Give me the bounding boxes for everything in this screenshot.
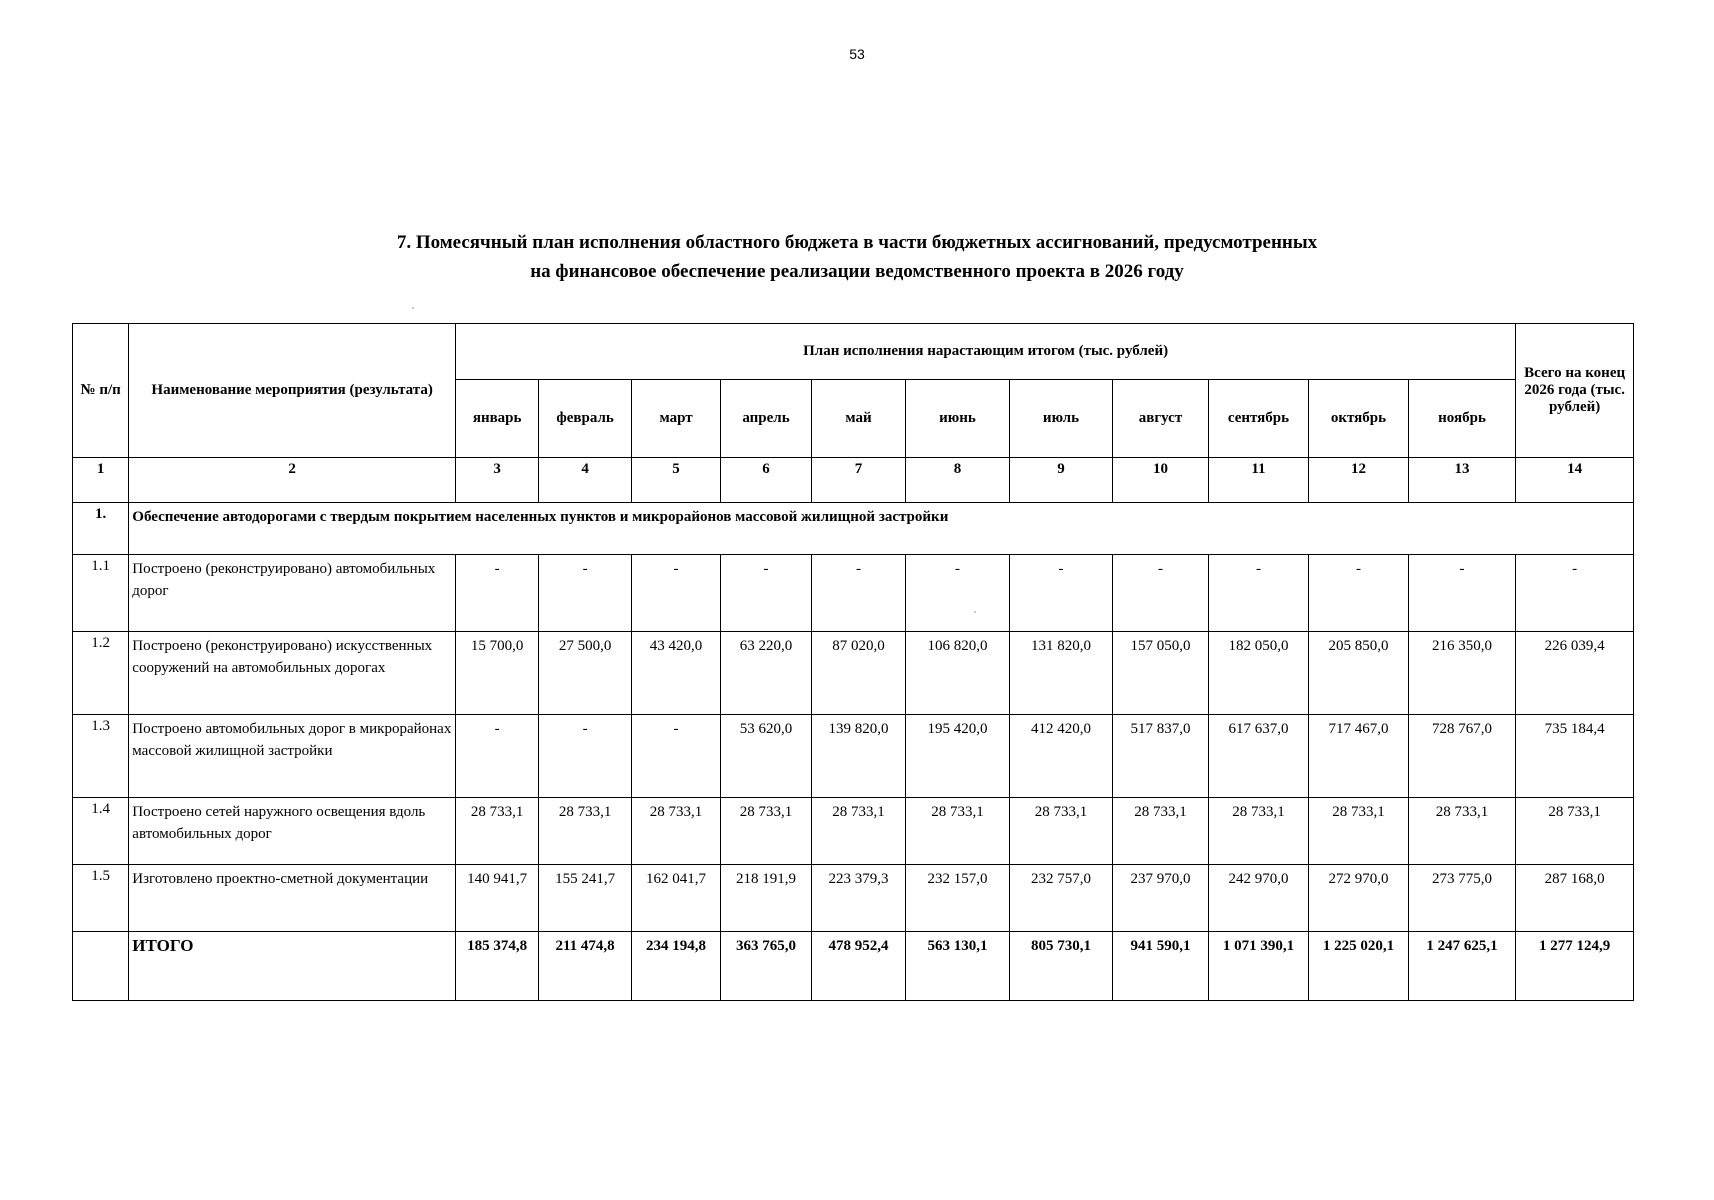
row-value: 28 733,1 [631,798,720,865]
row-value: 287 168,0 [1516,865,1634,932]
table-row [73,555,1634,632]
total-value: 941 590,1 [1113,932,1208,1001]
page-title [0,228,1714,286]
header-month: сентябрь [1208,380,1309,458]
column-number: 6 [721,458,811,503]
row-value: 157 050,0 [1113,632,1208,715]
row-value: 216 350,0 [1408,632,1516,715]
total-row [73,932,1634,1001]
row-value: 63 220,0 [721,632,811,715]
total-value: 478 952,4 [811,932,905,1001]
row-value: 237 970,0 [1113,865,1208,932]
row-number: 1.4 [73,798,129,865]
column-number: 7 [811,458,905,503]
row-value: 131 820,0 [1009,632,1113,715]
table-row [73,632,1634,715]
column-number: 11 [1208,458,1309,503]
row-value: - [1113,555,1208,632]
header-month: апрель [721,380,811,458]
row-value: 28 733,1 [811,798,905,865]
row-value: 223 379,3 [811,865,905,932]
total-label: ИТОГО [129,932,456,1001]
row-value: 15 700,0 [455,632,538,715]
row-value: 412 420,0 [1009,715,1113,798]
row-value: 43 420,0 [631,632,720,715]
section-name: Обеспечение автодорогами с твердым покрытием населенных пунктов и микрорайонов массовой жилищной застройки [129,503,1634,555]
row-value: 617 637,0 [1208,715,1309,798]
row-value: - [811,555,905,632]
table-row [73,798,1634,865]
row-value: 232 757,0 [1009,865,1113,932]
total-value: 234 194,8 [631,932,720,1001]
row-value: 53 620,0 [721,715,811,798]
row-value: 728 767,0 [1408,715,1516,798]
column-number: 3 [455,458,538,503]
row-value: 139 820,0 [811,715,905,798]
row-value: - [539,555,631,632]
row-value: 272 970,0 [1309,865,1409,932]
column-number-row [73,458,1634,503]
total-value: 805 730,1 [1009,932,1113,1001]
row-value: 28 733,1 [1516,798,1634,865]
section-number: 1. [73,503,129,555]
row-value: 182 050,0 [1208,632,1309,715]
total-value: 363 765,0 [721,932,811,1001]
row-value: - [539,715,631,798]
row-value: - [1009,555,1113,632]
row-value: 273 775,0 [1408,865,1516,932]
total-value: 1 225 020,1 [1309,932,1409,1001]
column-number: 14 [1516,458,1634,503]
row-value: - [631,555,720,632]
row-value: 28 733,1 [455,798,538,865]
header-total: Всего на конец 2026 года (тыс. рублей) [1516,324,1634,458]
page-number: 53 [849,46,865,62]
total-value: 563 130,1 [906,932,1010,1001]
header-month: июнь [906,380,1010,458]
header-month: май [811,380,905,458]
column-number: 10 [1113,458,1208,503]
column-number: 8 [906,458,1010,503]
row-value: 28 733,1 [906,798,1010,865]
row-value: 28 733,1 [539,798,631,865]
scan-speck [974,611,976,613]
row-value: 205 850,0 [1309,632,1409,715]
row-value: 717 467,0 [1309,715,1409,798]
total-number [73,932,129,1001]
header-month: февраль [539,380,631,458]
row-name: Изготовлено проектно-сметной документации [129,865,456,932]
row-value: - [455,555,538,632]
row-value: 517 837,0 [1113,715,1208,798]
row-value: 28 733,1 [1208,798,1309,865]
row-value: 28 733,1 [1408,798,1516,865]
row-value: 28 733,1 [1009,798,1113,865]
row-value: - [1208,555,1309,632]
scan-speck [412,307,414,309]
row-value: - [631,715,720,798]
table-row [73,715,1634,798]
header-month: август [1113,380,1208,458]
header-month: март [631,380,720,458]
column-number: 9 [1009,458,1113,503]
title-line-1: 7. Помесячный план исполнения областного бюджета в части бюджетных ассигнований, предусмотренных [396,232,1318,253]
header-num: № п/п [73,324,129,458]
header-month: ноябрь [1408,380,1516,458]
row-value: 735 184,4 [1516,715,1634,798]
column-number: 2 [129,458,456,503]
row-number: 1.5 [73,865,129,932]
row-name: Построено (реконструировано) искусственных сооружений на автомобильных дорогах [129,632,456,715]
row-value: 28 733,1 [1113,798,1208,865]
row-value: 106 820,0 [906,632,1010,715]
total-value: 211 474,8 [539,932,631,1001]
row-value: 27 500,0 [539,632,631,715]
row-value: 162 041,7 [631,865,720,932]
column-number: 4 [539,458,631,503]
row-value: 140 941,7 [455,865,538,932]
row-number: 1.3 [73,715,129,798]
header-name: Наименование мероприятия (результата) [129,324,456,458]
row-value: - [906,555,1010,632]
column-number: 1 [73,458,129,503]
row-value: - [1309,555,1409,632]
total-value: 1 071 390,1 [1208,932,1309,1001]
row-value: 218 191,9 [721,865,811,932]
row-value: - [721,555,811,632]
row-value: 232 157,0 [906,865,1010,932]
row-name: Построено (реконструировано) автомобильных дорог [129,555,456,632]
header-month: январь [455,380,538,458]
row-value: - [455,715,538,798]
total-value: 1 277 124,9 [1516,932,1634,1001]
row-value: 242 970,0 [1208,865,1309,932]
budget-plan-table [72,323,1634,1001]
column-number: 12 [1309,458,1409,503]
row-value: 226 039,4 [1516,632,1634,715]
row-value: 28 733,1 [721,798,811,865]
header-plan: План исполнения нарастающим итогом (тыс. рублей) [455,324,1515,380]
total-value: 1 247 625,1 [1408,932,1516,1001]
row-value: - [1516,555,1634,632]
row-value: - [1408,555,1516,632]
header-month: июль [1009,380,1113,458]
row-value: 28 733,1 [1309,798,1409,865]
row-name: Построено автомобильных дорог в микрорайонах массовой жилищной застройки [129,715,456,798]
column-number: 5 [631,458,720,503]
table-row [73,865,1634,932]
row-value: 87 020,0 [811,632,905,715]
row-value: 195 420,0 [906,715,1010,798]
row-number: 1.1 [73,555,129,632]
title-line-2: на финансовое обеспечение реализации ведомственного проекта в 2026 году [530,261,1184,282]
row-number: 1.2 [73,632,129,715]
column-number: 13 [1408,458,1516,503]
header-month: октябрь [1309,380,1409,458]
section-row [73,503,1634,555]
total-value: 185 374,8 [455,932,538,1001]
row-value: 155 241,7 [539,865,631,932]
row-name: Построено сетей наружного освещения вдоль автомобильных дорог [129,798,456,865]
